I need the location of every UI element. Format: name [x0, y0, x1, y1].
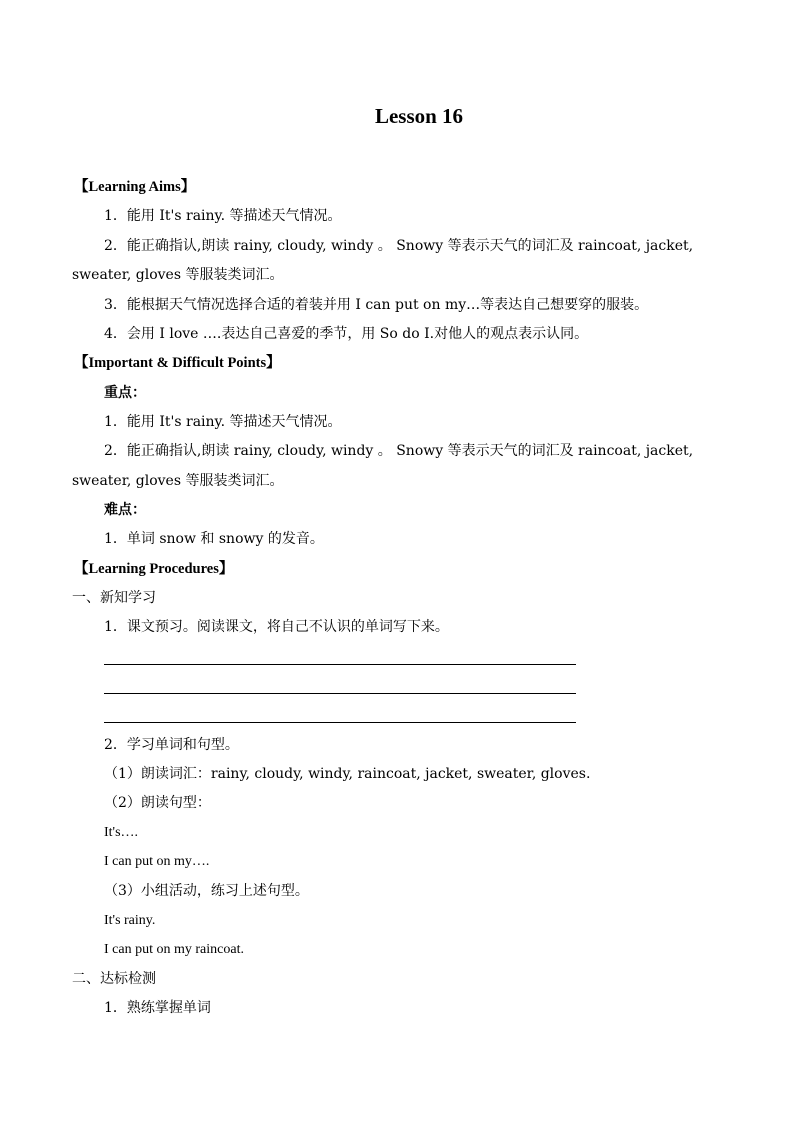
- aims-item-3: 3．能根据天气情况选择合适的着装并用 I can put on my…等表达自己想要穿的服装。: [104, 297, 649, 313]
- example-1: It's rainy.: [104, 913, 156, 928]
- learning-aims-heading: 【Learning Aims】: [74, 179, 196, 195]
- part1-step1: 1．课文预习。阅读课文，将自己不认识的单词写下来。: [104, 619, 449, 635]
- part1-sub2: （2）朗读句型：: [104, 795, 211, 811]
- aims-item-2: 2．能正确指认,朗读 rainy, cloudy, windy 。 Snowy 等表示天气的词汇及 raincoat, jacket,: [104, 238, 694, 254]
- answer-line-1[interactable]: [104, 664, 576, 665]
- aims-item-1: 1．能用 It's rainy. 等描述天气情况。: [104, 208, 342, 224]
- part2-step1: 1．熟练掌握单词: [104, 1000, 211, 1016]
- procedures-heading: 【Learning Procedures】: [74, 561, 234, 577]
- points-heading: 【Important & Difficult Points】: [74, 355, 281, 371]
- key-points-label: 重点：: [104, 385, 146, 401]
- answer-line-2[interactable]: [104, 693, 576, 694]
- part1-sub3: （3）小组活动，练习上述句型。: [104, 883, 309, 899]
- part1-step2: 2．学习单词和句型。: [104, 737, 239, 753]
- pattern-1: It's….: [104, 825, 139, 840]
- example-2: I can put on my raincoat.: [104, 942, 244, 957]
- answer-line-3[interactable]: [104, 722, 576, 723]
- pattern-2: I can put on my….: [104, 854, 210, 869]
- key-item-2: 2．能正确指认,朗读 rainy, cloudy, windy 。 Snowy 等表示天气的词汇及 raincoat, jacket,: [104, 443, 694, 459]
- aims-item-2-cont: sweater, gloves 等服装类词汇。: [72, 267, 284, 283]
- part2-heading: 二、达标检测: [72, 971, 156, 987]
- key-item-2-cont: sweater, gloves 等服装类词汇。: [72, 473, 284, 489]
- difficult-item-1: 1．单词 snow 和 snowy 的发音。: [104, 531, 324, 547]
- page-title: Lesson 16: [374, 104, 464, 128]
- difficult-points-label: 难点：: [104, 502, 146, 518]
- part1-heading: 一、新知学习: [72, 590, 156, 606]
- aims-item-4: 4．会用 I love ….表达自己喜爱的季节，用 So do I.对他人的观点表示认同。: [104, 326, 589, 342]
- key-item-1: 1．能用 It's rainy. 等描述天气情况。: [104, 414, 342, 430]
- part1-sub1: （1）朗读词汇：rainy, cloudy, windy, raincoat, jacket, sweater, gloves.: [104, 766, 591, 782]
